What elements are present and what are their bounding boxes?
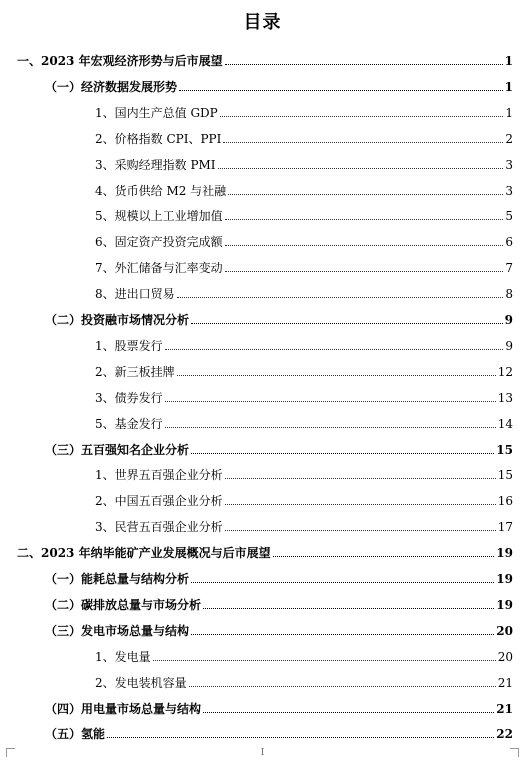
toc-entry[interactable] bbox=[95, 255, 513, 275]
toc-entry-page: 15 bbox=[497, 468, 513, 483]
toc-entry[interactable] bbox=[95, 462, 513, 482]
toc-leader-dots bbox=[189, 686, 496, 687]
crop-mark-bottom-left bbox=[6, 748, 15, 757]
toc-entry-page: 8 bbox=[505, 287, 513, 302]
toc-entry-label: （三）发电市场总量与结构 bbox=[45, 623, 190, 638]
toc-entry-label: 4、货币供给 M2 与社融 bbox=[95, 183, 227, 198]
toc-entry-page: 16 bbox=[497, 494, 513, 509]
toc-entry[interactable] bbox=[95, 152, 513, 172]
toc-entry-page: 3 bbox=[505, 157, 513, 172]
toc-title: 目录 bbox=[243, 12, 282, 33]
toc-entry-page: 9 bbox=[505, 338, 513, 353]
toc-entry-page: 1 bbox=[504, 79, 513, 94]
toc-entry-label: 1、国内生产总值 GDP bbox=[95, 105, 218, 120]
toc-entry-label: 1、世界五百强企业分析 bbox=[95, 468, 223, 483]
toc-entry-label: 2、发电装机容量 bbox=[95, 675, 187, 690]
toc-entry[interactable] bbox=[45, 566, 513, 586]
toc-leader-dots bbox=[203, 608, 494, 609]
toc-entry[interactable] bbox=[95, 178, 513, 198]
toc-entry[interactable] bbox=[45, 592, 513, 612]
toc-leader-dots bbox=[225, 478, 496, 479]
toc-entry-page: 21 bbox=[496, 701, 513, 716]
toc-entry-page: 19 bbox=[496, 546, 513, 561]
toc-entry-page: 13 bbox=[497, 390, 513, 405]
toc-leader-dots bbox=[225, 271, 504, 272]
toc-leader-dots bbox=[225, 504, 496, 505]
toc-entry-page: 9 bbox=[504, 313, 513, 327]
toc-entry[interactable] bbox=[95, 203, 513, 223]
toc-entry[interactable] bbox=[45, 721, 513, 741]
toc-entry-label: 2、新三板挂牌 bbox=[95, 364, 175, 379]
toc-entry[interactable] bbox=[95, 359, 513, 379]
toc-leader-dots bbox=[165, 401, 496, 402]
toc-entry-label: （三）五百强知名企业分析 bbox=[45, 442, 190, 457]
toc-entry[interactable] bbox=[95, 100, 513, 120]
toc-entry[interactable] bbox=[95, 126, 513, 146]
toc-entry-page: 19 bbox=[496, 572, 513, 586]
toc-leader-dots bbox=[165, 349, 504, 350]
toc-leader-dots bbox=[225, 530, 496, 531]
toc-entry-page: 17 bbox=[497, 520, 513, 535]
toc-entry[interactable] bbox=[95, 670, 513, 690]
toc-entry-page: 1 bbox=[505, 105, 513, 120]
toc-leader-dots bbox=[107, 737, 494, 738]
toc-leader-dots bbox=[179, 90, 503, 91]
toc-entry[interactable] bbox=[17, 540, 513, 560]
toc-entry-label: 二、2023 年纳毕能矿产业发展概况与后市展望 bbox=[17, 546, 271, 561]
toc-entry-page: 7 bbox=[505, 261, 513, 276]
toc-leader-dots bbox=[218, 168, 504, 169]
toc-entry-label: （五）氢能 bbox=[45, 727, 106, 742]
toc-entry[interactable] bbox=[95, 514, 513, 534]
toc-entry[interactable] bbox=[45, 74, 513, 94]
toc-entry-page: 20 bbox=[496, 623, 513, 638]
toc-entry-label: 2、中国五百强企业分析 bbox=[95, 494, 223, 509]
toc-entry-label: （一）能耗总量与结构分析 bbox=[45, 572, 190, 586]
toc-entry[interactable] bbox=[95, 333, 513, 353]
toc-leader-dots bbox=[191, 453, 494, 454]
toc-entry-label: 3、采购经理指数 PMI bbox=[95, 157, 216, 172]
toc-entry-page: 14 bbox=[497, 416, 513, 431]
toc-entry-label: 3、债券发行 bbox=[95, 390, 163, 405]
toc-leader-dots bbox=[191, 323, 503, 324]
toc-leader-dots bbox=[225, 245, 504, 246]
toc-leader-dots bbox=[273, 556, 495, 557]
toc-entry-page: 22 bbox=[496, 727, 513, 742]
toc-leader-dots bbox=[191, 582, 494, 583]
toc-entry-page: 21 bbox=[497, 675, 513, 690]
toc-entry[interactable] bbox=[45, 696, 513, 716]
toc-entry-label: （二）投资融市场情况分析 bbox=[45, 313, 190, 327]
toc-entry[interactable] bbox=[95, 281, 513, 301]
toc-leader-dots bbox=[228, 194, 503, 195]
toc-entry[interactable] bbox=[45, 307, 513, 327]
toc-entry[interactable] bbox=[95, 229, 513, 249]
toc-leader-dots bbox=[165, 427, 496, 428]
toc-entry-label: 1、股票发行 bbox=[95, 338, 163, 353]
toc-entry-label: 1、发电量 bbox=[95, 649, 151, 664]
toc-entry[interactable] bbox=[17, 48, 513, 68]
toc-entry-page: 12 bbox=[497, 364, 513, 379]
toc-entry[interactable] bbox=[95, 644, 513, 664]
toc-entry-page: 5 bbox=[505, 209, 513, 224]
toc-leader-dots bbox=[203, 712, 494, 713]
toc-entry-label: 5、基金发行 bbox=[95, 416, 163, 431]
toc-entry-label: 7、外汇储备与汇率变动 bbox=[95, 261, 223, 276]
toc-entry-page: 19 bbox=[496, 597, 513, 612]
toc-entry[interactable] bbox=[95, 411, 513, 431]
toc-entry-label: 一、2023 年宏观经济形势与后市展望 bbox=[17, 54, 223, 68]
toc-entry-page: 1 bbox=[504, 54, 513, 68]
toc-entry-label: 2、价格指数 CPI、PPI bbox=[95, 131, 222, 146]
toc-entry[interactable] bbox=[45, 437, 513, 457]
toc-leader-dots bbox=[177, 297, 504, 298]
toc-entry-label: （一）经济数据发展形势 bbox=[45, 79, 178, 94]
crop-mark-bottom-right bbox=[510, 748, 519, 757]
toc-leader-dots bbox=[220, 116, 504, 117]
toc-entry-page: 15 bbox=[496, 442, 513, 457]
page-number: I bbox=[260, 748, 265, 758]
toc-entry-label: 6、固定资产投资完成额 bbox=[95, 235, 223, 250]
toc-entry-page: 20 bbox=[497, 649, 513, 664]
toc-leader-dots bbox=[153, 660, 496, 661]
toc-entry[interactable] bbox=[95, 488, 513, 508]
toc-entry[interactable] bbox=[95, 385, 513, 405]
toc-entry-label: （四）用电量市场总量与结构 bbox=[45, 701, 202, 716]
toc-leader-dots bbox=[225, 219, 504, 220]
toc-leader-dots bbox=[223, 142, 503, 143]
toc-entry-label: 8、进出口贸易 bbox=[95, 287, 175, 302]
toc-entry-label: 3、民营五百强企业分析 bbox=[95, 520, 223, 535]
toc-entry-label: 5、规模以上工业增加值 bbox=[95, 209, 223, 224]
toc-entry[interactable] bbox=[45, 618, 513, 638]
toc-leader-dots bbox=[191, 634, 494, 635]
toc-entry-page: 6 bbox=[505, 235, 513, 250]
toc-leader-dots bbox=[225, 64, 503, 65]
toc-entry-page: 2 bbox=[505, 131, 513, 146]
toc-entry-label: （二）碳排放总量与市场分析 bbox=[45, 597, 202, 612]
toc-entry-page: 3 bbox=[505, 183, 513, 198]
toc-leader-dots bbox=[177, 375, 496, 376]
